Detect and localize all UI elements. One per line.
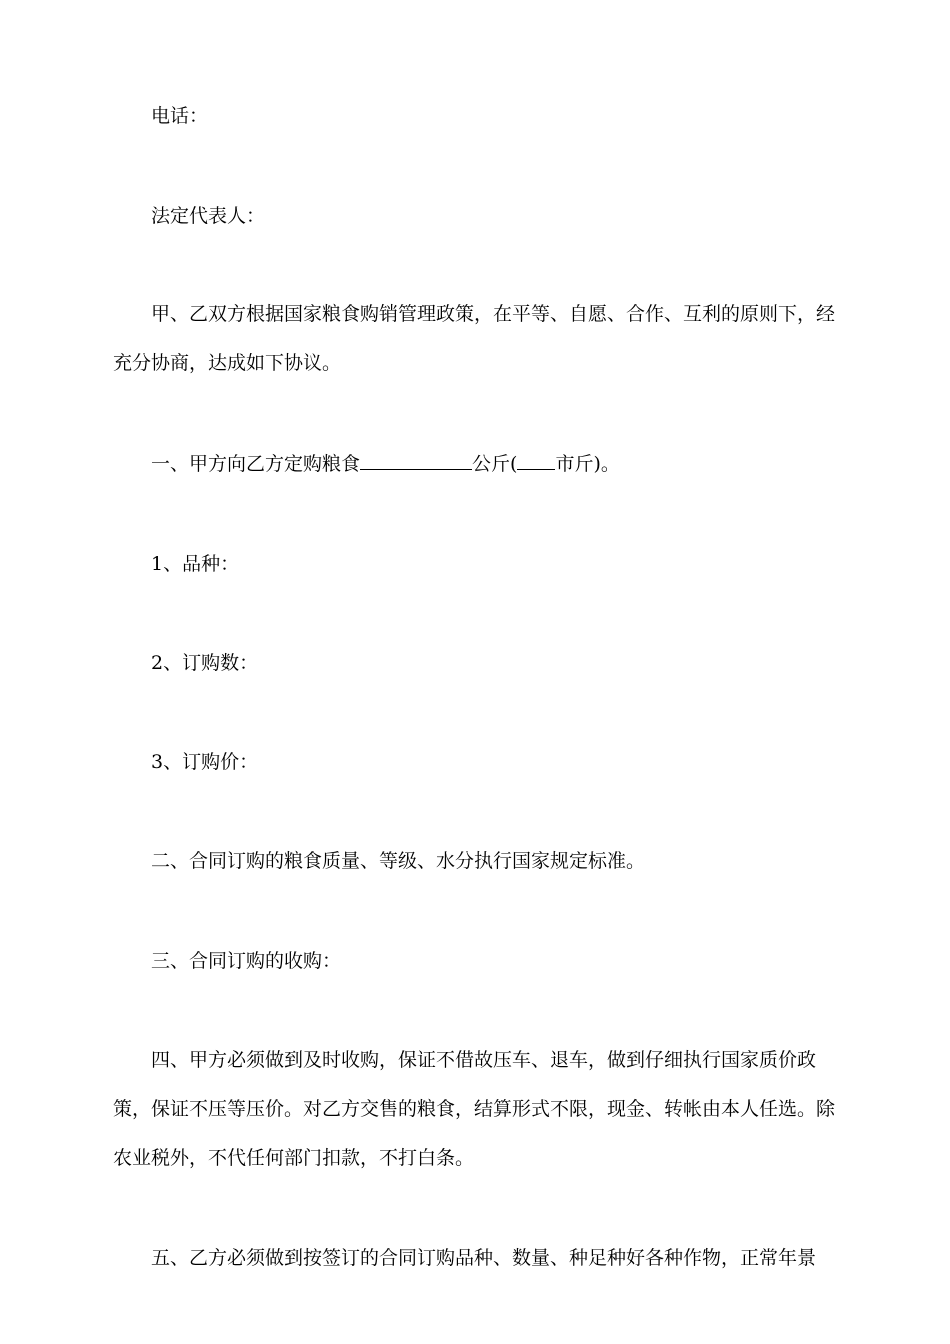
clause-2: 二、合同订购的粮食质量、等级、水分执行国家规定标准。 xyxy=(151,850,646,872)
item-order-quantity: 2、订购数： xyxy=(151,652,259,674)
intro-paragraph: 甲、乙双方根据国家粮食购销管理政策，在平等、自愿、合作、互利的原则下，经充分协商，达成如下协议。 xyxy=(113,303,836,374)
clause-1-unit: 公斤( xyxy=(472,453,518,475)
clause-4: 四、甲方必须做到及时收购，保证不借故压车、退车，做到仔细执行国家质价政策，保证不压等压价。对乙方交售的粮食，结算形式不限，现金、转帐由本人任选。除农业税外，不代任何部门扣款，不打白条。 xyxy=(113,1049,836,1169)
clause-1-prefix: 一、甲方向乙方定购粮食 xyxy=(151,453,361,475)
clause-1 xyxy=(113,440,838,489)
phone-label: 电话： xyxy=(151,105,209,127)
legal-representative-label: 法定代表人： xyxy=(151,205,266,227)
item-variety: 1、品种： xyxy=(151,553,240,575)
clause-3: 三、合同订购的收购： xyxy=(151,950,342,972)
jin-blank xyxy=(517,451,555,470)
item-order-price: 3、订购价： xyxy=(151,751,259,773)
clause-1-suffix: 市斤)。 xyxy=(555,453,620,475)
quantity-blank xyxy=(360,451,472,470)
clause-5: 五、乙方必须做到按签订的合同订购品种、数量、种足种好各种作物，正常年景 xyxy=(151,1247,817,1269)
